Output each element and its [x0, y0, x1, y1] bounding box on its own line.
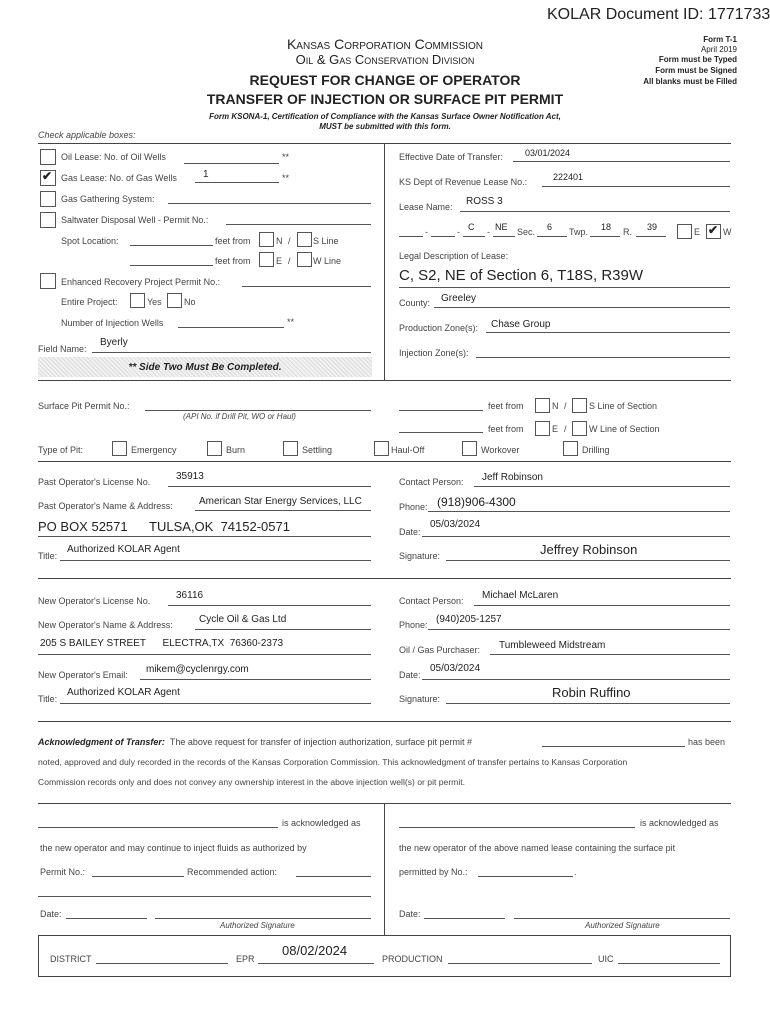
ack-lead: Acknowledgment of Transfer: [38, 737, 165, 747]
signed-note: Form must be Signed [655, 66, 737, 75]
section-bottom-rule [38, 380, 731, 381]
gas-lease-label: Gas Lease: No. of Gas Wells [61, 173, 177, 183]
slash: / [288, 236, 291, 246]
spot-ew-feet-field[interactable] [130, 265, 213, 266]
qtr-value-1: C [468, 222, 475, 232]
hauloff-label: Haul-Off [391, 445, 425, 455]
pit-ns-feet-field[interactable] [399, 410, 483, 411]
effective-date-field[interactable] [513, 161, 730, 162]
new-phone-value: (940)205-1257 [436, 614, 502, 625]
check-boxes-label: Check applicable boxes: [38, 130, 136, 140]
burn-label: Burn [226, 445, 246, 455]
past-license-field[interactable] [168, 486, 371, 487]
right-auth-signature-label: Authorized Signature [585, 921, 660, 930]
new-phone-label: Phone: [399, 620, 428, 630]
epr-field[interactable] [258, 963, 374, 964]
slash: / [564, 424, 567, 434]
gas-wells-field[interactable] [195, 182, 279, 183]
ks-lease-value: 222401 [553, 172, 584, 182]
new-address-value: 205 S BAILEY STREET ELECTRA,TX 76360-2373 [40, 638, 284, 649]
left-date-field[interactable] [66, 918, 147, 919]
feet-from-ew: feet from [215, 256, 251, 266]
pit-feet-from-ew: feet from [488, 424, 524, 434]
pit-section-rule [38, 461, 731, 462]
spot-w-checkbox[interactable] [297, 252, 312, 267]
right-is-ack-label: is acknowledged as [640, 818, 719, 828]
past-date-field[interactable] [422, 536, 730, 537]
left-is-ack-label: is acknowledged as [282, 818, 361, 828]
past-contact-label: Contact Person: [399, 477, 464, 487]
sec-value: 6 [547, 222, 553, 232]
past-title-label: Title: [38, 551, 58, 561]
gas-wells-stars: ** [282, 173, 290, 183]
epr-value: 08/02/2024 [282, 943, 348, 958]
gas-lease-checkbox[interactable] [40, 170, 56, 186]
range-field[interactable] [636, 236, 666, 237]
right-date-label: Date: [399, 909, 421, 919]
surface-pit-label: Surface Pit Permit No.: [38, 401, 130, 411]
effective-date-value: 03/01/2024 [525, 148, 571, 158]
pit-n-checkbox[interactable] [535, 398, 550, 413]
injection-wells-label: Number of Injection Wells [61, 318, 164, 328]
ack-intro [38, 737, 472, 747]
past-address-value: PO BOX 52571 TULSA,OK 74152-0571 [38, 519, 290, 534]
entire-project-no-checkbox[interactable] [167, 293, 182, 308]
spot-w-line-label: W Line [313, 256, 342, 266]
field-name-label: Field Name: [38, 344, 87, 354]
qtr-field-2[interactable] [431, 236, 455, 237]
right-signature-field[interactable] [514, 918, 730, 919]
sec-field[interactable] [537, 236, 567, 237]
legal-description-field[interactable] [399, 287, 730, 288]
new-name-value: Cycle Oil & Gas Ltd [199, 614, 287, 625]
entire-project-label: Entire Project: [61, 297, 118, 307]
recommended-action-label: Recommended action: [187, 867, 278, 877]
range-label: R. [623, 227, 632, 237]
uic-field[interactable] [618, 963, 720, 964]
ksona-note: Form KSONA-1, Certification of Compliance with the Kansas Surface Owner Notification Act, [209, 112, 561, 121]
new-signature-value: Robin Ruffino [552, 685, 631, 700]
left-action-field-2[interactable] [38, 896, 371, 897]
ack-text-3: Commission records only and does not convey any ownership interest in the above injection well(s) or pit permit. [38, 777, 466, 787]
spot-e-checkbox[interactable] [259, 252, 274, 267]
workover-label: Workover [481, 445, 520, 455]
gas-gathering-label: Gas Gathering System: [61, 194, 155, 204]
ack-divider [384, 803, 385, 935]
injection-zone-label: Injection Zone(s): [399, 348, 469, 358]
enhanced-permit-field[interactable] [242, 286, 371, 287]
twp-value: 18 [601, 222, 612, 232]
lease-name-label: Lease Name: [399, 202, 453, 212]
purchaser-label: Oil / Gas Purchaser: [399, 645, 481, 655]
document-id: KOLAR Document ID: 1771733 [547, 6, 770, 23]
right-ack-name-field[interactable] [399, 827, 635, 828]
left-signature-field[interactable] [155, 918, 371, 919]
qtr-field-4[interactable] [493, 236, 515, 237]
lease-name-field[interactable] [460, 211, 730, 212]
ks-lease-label: KS Dept of Revenue Lease No.: [399, 177, 528, 187]
past-phone-value: (918)906-4300 [437, 495, 516, 509]
new-address-field[interactable] [38, 654, 371, 655]
purchaser-value: Tumbleweed Midstream [499, 640, 606, 651]
new-date-value: 05/03/2024 [430, 663, 481, 674]
surface-pit-field[interactable] [145, 410, 371, 411]
new-title-value: Authorized KOLAR Agent [67, 687, 180, 698]
pit-n-label: N [552, 401, 559, 411]
oil-wells-field[interactable] [184, 163, 279, 164]
hauloff-checkbox[interactable] [374, 441, 389, 456]
spot-n-label: N [276, 236, 283, 246]
form-subtitle: TRANSFER OF INJECTION OR SURFACE PIT PERMIT [206, 91, 564, 107]
past-signature-field[interactable] [446, 560, 730, 561]
past-license-label: Past Operator's License No. [38, 477, 151, 487]
past-contact-value: Jeff Robinson [482, 472, 543, 483]
past-license-value: 35913 [176, 471, 204, 482]
left-date-label: Date: [40, 909, 62, 919]
past-title-field[interactable] [60, 560, 371, 561]
past-section-rule [38, 578, 731, 579]
range-w-label: W [723, 227, 732, 237]
field-name-value: Byerly [100, 337, 128, 348]
new-phone-field[interactable] [428, 629, 730, 630]
new-license-field[interactable] [168, 605, 371, 606]
past-date-label: Date: [399, 527, 421, 537]
right-ack-line: the new operator of the above named lease containing the surface pit [399, 843, 676, 853]
new-license-label: New Operator's License No. [38, 596, 151, 606]
checkmark-icon: ✔ [42, 169, 53, 183]
ack-permit-field[interactable] [542, 746, 685, 747]
past-contact-field[interactable] [474, 486, 730, 487]
feet-from-ns: feet from [215, 236, 251, 246]
legal-description-value: C, S2, NE of Section 6, T18S, R39W [399, 267, 643, 284]
production-zone-label: Production Zone(s): [399, 323, 479, 333]
range-w-checkbox[interactable] [706, 224, 721, 239]
past-name-value: American Star Energy Services, LLC [199, 496, 362, 507]
pit-s-checkbox[interactable] [572, 398, 587, 413]
production-zone-value: Chase Group [491, 319, 551, 330]
spot-location-label: Spot Location: [61, 236, 119, 246]
purchaser-field[interactable] [490, 654, 730, 655]
production-field[interactable] [448, 963, 592, 964]
slash: / [288, 256, 291, 266]
typed-note: Form must be Typed [658, 55, 737, 64]
workover-checkbox[interactable] [462, 441, 477, 456]
division-name: Oil & Gas Conservation Division [295, 52, 475, 67]
emergency-label: Emergency [131, 445, 177, 455]
legal-description-label: Legal Description of Lease: [399, 251, 509, 261]
filled-note: All blanks must be Filled [643, 77, 737, 86]
injection-wells-stars: ** [287, 317, 295, 327]
twp-label: Twp. [569, 227, 589, 237]
county-label: County: [399, 298, 431, 308]
section-divider [384, 143, 385, 380]
enhanced-recovery-label: Enhanced Recovery Project Permit No.: [61, 277, 221, 287]
oil-wells-stars: ** [282, 152, 290, 162]
new-title-label: Title: [38, 694, 58, 704]
ks-lease-field[interactable] [542, 186, 730, 187]
ack-text-1: The above request for transfer of injection authorization, surface pit permit # [169, 737, 473, 747]
past-name-address-label: Past Operator's Name & Address: [38, 501, 173, 511]
range-value: 39 [647, 222, 658, 232]
emergency-checkbox[interactable] [112, 441, 127, 456]
past-name-field[interactable] [195, 510, 371, 511]
yes-label: Yes [147, 297, 162, 307]
gas-wells-value: 1 [203, 169, 209, 180]
swd-checkbox[interactable] [40, 212, 56, 228]
spot-s-checkbox[interactable] [297, 232, 312, 247]
past-phone-field[interactable] [428, 511, 730, 512]
injection-wells-field[interactable] [178, 327, 284, 328]
range-e-label: E [694, 227, 701, 237]
side-two-text: ** Side Two Must Be Completed. [128, 362, 282, 373]
spot-s-line-label: S Line [313, 236, 339, 246]
district-field[interactable] [96, 963, 228, 964]
past-phone-label: Phone: [399, 502, 428, 512]
oil-lease-checkbox[interactable] [40, 149, 56, 165]
new-signature-label: Signature: [399, 694, 441, 704]
county-value: Greeley [441, 293, 477, 304]
burn-checkbox[interactable] [207, 441, 222, 456]
range-e-checkbox[interactable] [677, 224, 692, 239]
permitted-by-field[interactable] [478, 876, 573, 877]
new-email-value: mikem@cyclenrgy.com [146, 664, 249, 675]
recommended-action-field[interactable] [296, 876, 371, 877]
past-title-value: Authorized KOLAR Agent [67, 544, 180, 555]
production-label: PRODUCTION [382, 954, 443, 964]
left-permit-no-label: Permit No.: [40, 867, 86, 877]
left-auth-signature-label: Authorized Signature [220, 921, 295, 930]
pit-w-checkbox[interactable] [572, 421, 587, 436]
settling-checkbox[interactable] [283, 441, 298, 456]
pit-e-label: E [552, 424, 559, 434]
slash: / [564, 401, 567, 411]
side-two-banner [38, 357, 372, 377]
has-been-label: has been [688, 737, 726, 747]
uic-label: UIC [598, 954, 614, 964]
pit-w-line-label: W Line of Section [589, 424, 660, 434]
enhanced-recovery-checkbox[interactable] [40, 273, 56, 289]
entire-project-yes-checkbox[interactable] [130, 293, 145, 308]
past-address-field[interactable] [38, 536, 371, 537]
left-ack-line: the new operator and may continue to inject fluids as authorized by [40, 843, 307, 853]
gas-gathering-checkbox[interactable] [40, 191, 56, 207]
new-contact-field[interactable] [474, 605, 730, 606]
ack-text-2: noted, approved and duly recorded in the records of the Kansas Corporation Commission. This acknowledgment of transfer pertains to Kansas Corporation [38, 757, 628, 767]
new-license-value: 36116 [176, 590, 204, 601]
sec-label: Sec. [517, 227, 536, 237]
ksona-note-2: MUST be submitted with this form. [319, 122, 451, 131]
new-contact-label: Contact Person: [399, 596, 464, 606]
no-label: No [184, 297, 196, 307]
new-name-field[interactable] [195, 629, 371, 630]
qtr-field-1[interactable] [399, 236, 423, 237]
past-signature-value: Jeffrey Robinson [540, 542, 638, 557]
pit-type-label: Type of Pit: [38, 445, 84, 455]
drilling-checkbox[interactable] [563, 441, 578, 456]
api-note: (API No. if Drill Pit, WO or Haul) [183, 412, 296, 421]
new-name-address-label: New Operator's Name & Address: [38, 620, 173, 630]
gas-gathering-field[interactable] [168, 203, 371, 204]
new-signature-field[interactable] [446, 703, 730, 704]
org-name: Kansas Corporation Commission [286, 36, 484, 52]
new-section-rule [38, 721, 731, 722]
new-title-field[interactable] [60, 703, 371, 704]
production-zone-field[interactable] [486, 332, 730, 333]
right-date-field[interactable] [424, 918, 505, 919]
twp-field[interactable] [590, 236, 620, 237]
settling-label: Settling [302, 445, 333, 455]
effective-date-label: Effective Date of Transfer: [399, 152, 503, 162]
spot-n-checkbox[interactable] [259, 232, 274, 247]
pit-e-checkbox[interactable] [535, 421, 550, 436]
new-email-label: New Operator's Email: [38, 670, 128, 680]
district-label: DISTRICT [50, 954, 92, 964]
injection-zone-field[interactable] [476, 357, 730, 358]
left-ack-name-field[interactable] [38, 827, 278, 828]
form-title: REQUEST FOR CHANGE OF OPERATOR [249, 72, 521, 88]
new-email-field[interactable] [140, 679, 371, 680]
drilling-label: Drilling [582, 445, 610, 455]
swd-label: Saltwater Disposal Well - Permit No.: [61, 215, 209, 225]
permitted-by-label: permitted by No.: [399, 867, 468, 877]
past-signature-label: Signature: [399, 551, 441, 561]
spot-ns-feet-field[interactable] [130, 245, 213, 246]
past-date-value: 05/03/2024 [430, 519, 481, 530]
qtr-field-3[interactable] [463, 236, 485, 237]
left-permit-no-field[interactable] [92, 876, 184, 877]
pit-feet-from-ns: feet from [488, 401, 524, 411]
pit-s-line-label: S Line of Section [589, 401, 658, 411]
new-date-label: Date: [399, 670, 421, 680]
new-contact-value: Michael McLaren [482, 590, 559, 601]
pit-ew-feet-field[interactable] [399, 432, 483, 433]
epr-label: EPR [236, 954, 255, 964]
checkmark-icon: ✔ [708, 223, 719, 237]
qtr-value-2: NE [495, 222, 508, 232]
field-name-field[interactable] [92, 352, 371, 353]
new-date-field[interactable] [422, 679, 730, 680]
county-field[interactable] [434, 307, 730, 308]
form-number: Form T-1 [703, 35, 737, 44]
swd-permit-field[interactable] [226, 224, 371, 225]
oil-lease-label: Oil Lease: No. of Oil Wells [61, 152, 166, 162]
lease-name-value: ROSS 3 [466, 196, 503, 207]
spot-e-label: E [276, 256, 283, 266]
form-date: April 2019 [700, 45, 737, 54]
